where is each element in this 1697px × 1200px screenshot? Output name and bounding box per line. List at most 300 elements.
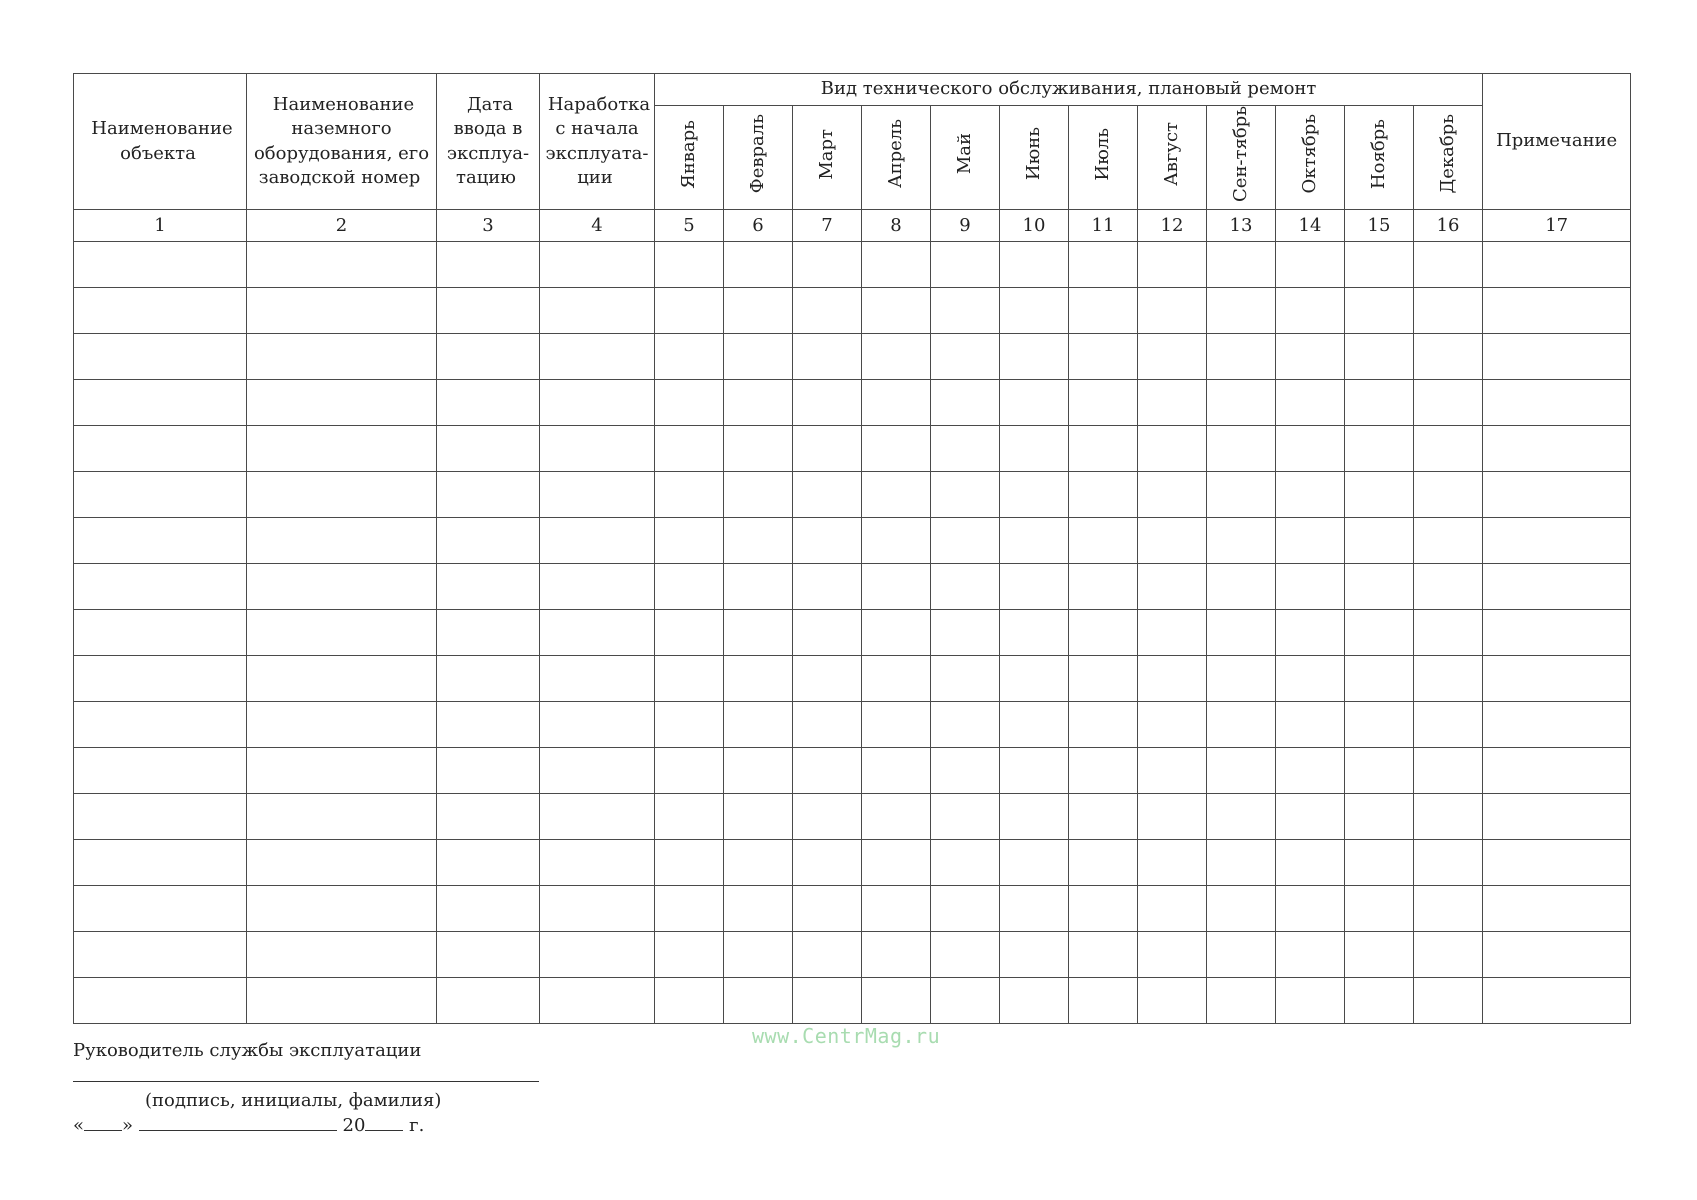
table-cell[interactable]: [247, 840, 437, 886]
table-cell[interactable]: [724, 886, 793, 932]
table-cell[interactable]: [1483, 748, 1631, 794]
table-cell[interactable]: [1069, 932, 1138, 978]
table-cell[interactable]: [1069, 426, 1138, 472]
table-cell[interactable]: [540, 472, 655, 518]
table-cell[interactable]: [793, 564, 862, 610]
table-cell[interactable]: [74, 748, 247, 794]
table-cell[interactable]: [1000, 794, 1069, 840]
table-cell[interactable]: [931, 748, 1000, 794]
table-cell[interactable]: [1483, 702, 1631, 748]
table-cell[interactable]: [1483, 886, 1631, 932]
table-cell[interactable]: [655, 334, 724, 380]
table-cell[interactable]: [862, 794, 931, 840]
table-cell[interactable]: [437, 518, 540, 564]
table-cell[interactable]: [540, 564, 655, 610]
table-cell[interactable]: [1345, 288, 1414, 334]
table-cell[interactable]: [1414, 288, 1483, 334]
table-cell[interactable]: [74, 472, 247, 518]
table-cell[interactable]: [931, 656, 1000, 702]
table-cell[interactable]: [931, 426, 1000, 472]
table-cell[interactable]: [1000, 748, 1069, 794]
table-cell[interactable]: [1276, 886, 1345, 932]
table-cell[interactable]: [437, 426, 540, 472]
table-cell[interactable]: [931, 978, 1000, 1024]
table-cell[interactable]: [1207, 380, 1276, 426]
table-cell[interactable]: [247, 334, 437, 380]
table-cell[interactable]: [1483, 472, 1631, 518]
table-cell[interactable]: [1207, 794, 1276, 840]
table-cell[interactable]: [1000, 518, 1069, 564]
table-cell[interactable]: [74, 932, 247, 978]
table-cell[interactable]: [1207, 656, 1276, 702]
table-cell[interactable]: [1000, 380, 1069, 426]
table-cell[interactable]: [793, 334, 862, 380]
table-cell[interactable]: [862, 426, 931, 472]
table-cell[interactable]: [862, 840, 931, 886]
table-cell[interactable]: [437, 840, 540, 886]
table-cell[interactable]: [862, 288, 931, 334]
table-cell[interactable]: [724, 794, 793, 840]
table-cell[interactable]: [1414, 656, 1483, 702]
table-cell[interactable]: [247, 978, 437, 1024]
table-cell[interactable]: [1414, 886, 1483, 932]
table-cell[interactable]: [793, 794, 862, 840]
table-cell[interactable]: [1207, 518, 1276, 564]
table-cell[interactable]: [655, 932, 724, 978]
month-header: [862, 106, 931, 210]
table-cell[interactable]: [1276, 978, 1345, 1024]
table-cell[interactable]: [1276, 564, 1345, 610]
table-cell[interactable]: [1000, 610, 1069, 656]
table-cell[interactable]: [1483, 426, 1631, 472]
table-cell[interactable]: [74, 610, 247, 656]
table-cell[interactable]: [1000, 472, 1069, 518]
table-cell[interactable]: [724, 610, 793, 656]
table-cell[interactable]: [862, 656, 931, 702]
table-cell[interactable]: [931, 472, 1000, 518]
table-cell[interactable]: [1414, 840, 1483, 886]
table-cell[interactable]: [1138, 380, 1207, 426]
table-cell[interactable]: [1345, 794, 1414, 840]
table-cell[interactable]: [247, 702, 437, 748]
table-cell[interactable]: [1207, 748, 1276, 794]
table-cell[interactable]: [1207, 426, 1276, 472]
table-cell[interactable]: [1207, 288, 1276, 334]
table-cell[interactable]: [540, 380, 655, 426]
table-cell[interactable]: [1138, 242, 1207, 288]
table-cell[interactable]: [1069, 380, 1138, 426]
table-cell[interactable]: [1000, 334, 1069, 380]
table-cell[interactable]: [1345, 610, 1414, 656]
table-cell[interactable]: [931, 840, 1000, 886]
table-cell[interactable]: [793, 610, 862, 656]
table-cell[interactable]: [540, 978, 655, 1024]
table-cell[interactable]: [1414, 702, 1483, 748]
table-cell[interactable]: [1483, 610, 1631, 656]
table-cell[interactable]: [74, 564, 247, 610]
table-cell[interactable]: [1414, 472, 1483, 518]
table-cell[interactable]: [1000, 288, 1069, 334]
table-cell[interactable]: [1276, 840, 1345, 886]
table-cell[interactable]: [724, 518, 793, 564]
table-cell[interactable]: [931, 564, 1000, 610]
table-cell[interactable]: [1276, 656, 1345, 702]
table-cell[interactable]: [540, 656, 655, 702]
table-cell[interactable]: [1345, 380, 1414, 426]
table-cell[interactable]: [1345, 564, 1414, 610]
table-cell[interactable]: [437, 380, 540, 426]
table-cell[interactable]: [724, 932, 793, 978]
table-cell[interactable]: [655, 564, 724, 610]
table-cell[interactable]: [1000, 564, 1069, 610]
table-cell[interactable]: [931, 702, 1000, 748]
table-cell[interactable]: [724, 564, 793, 610]
table-cell[interactable]: [1483, 518, 1631, 564]
table-cell[interactable]: [1345, 242, 1414, 288]
table-cell[interactable]: [437, 472, 540, 518]
table-cell[interactable]: [724, 426, 793, 472]
month-label: Январь: [677, 119, 699, 189]
table-cell[interactable]: [793, 932, 862, 978]
table-cell[interactable]: [655, 242, 724, 288]
table-cell[interactable]: [793, 426, 862, 472]
table-cell[interactable]: [1414, 794, 1483, 840]
table-cell[interactable]: [1483, 564, 1631, 610]
table-cell[interactable]: [1069, 978, 1138, 1024]
table-cell[interactable]: [724, 242, 793, 288]
table-cell[interactable]: [437, 610, 540, 656]
table-cell[interactable]: [247, 610, 437, 656]
table-cell[interactable]: [74, 380, 247, 426]
table-cell[interactable]: [1276, 288, 1345, 334]
table-cell[interactable]: [540, 702, 655, 748]
column-number: 3: [437, 210, 540, 242]
table-cell[interactable]: [1414, 334, 1483, 380]
table-cell[interactable]: [540, 932, 655, 978]
table-cell[interactable]: [437, 886, 540, 932]
table-cell[interactable]: [540, 886, 655, 932]
table-cell[interactable]: [540, 748, 655, 794]
table-cell[interactable]: [1069, 886, 1138, 932]
header-equipment-name: Наименование наземного оборудования, его заводской номер: [247, 74, 437, 210]
table-cell[interactable]: [862, 518, 931, 564]
table-cell[interactable]: [655, 748, 724, 794]
table-cell[interactable]: [1207, 886, 1276, 932]
table-cell[interactable]: [1276, 334, 1345, 380]
table-cell[interactable]: [247, 518, 437, 564]
table-cell[interactable]: [862, 702, 931, 748]
table-cell[interactable]: [1000, 840, 1069, 886]
table-cell[interactable]: [1345, 748, 1414, 794]
table-cell[interactable]: [247, 564, 437, 610]
table-cell[interactable]: [862, 334, 931, 380]
table-cell[interactable]: [1207, 840, 1276, 886]
table-cell[interactable]: [655, 978, 724, 1024]
table-cell[interactable]: [1000, 656, 1069, 702]
table-cell[interactable]: [1483, 242, 1631, 288]
table-cell[interactable]: [931, 334, 1000, 380]
table-cell[interactable]: [1276, 518, 1345, 564]
table-cell[interactable]: [1414, 564, 1483, 610]
table-cell[interactable]: [1276, 932, 1345, 978]
table-cell[interactable]: [793, 978, 862, 1024]
table-cell[interactable]: [1138, 886, 1207, 932]
table-cell[interactable]: [931, 794, 1000, 840]
table-cell[interactable]: [1483, 380, 1631, 426]
table-cell[interactable]: [1414, 932, 1483, 978]
table-cell[interactable]: [1276, 242, 1345, 288]
table-cell[interactable]: [1069, 242, 1138, 288]
table-cell[interactable]: [1345, 840, 1414, 886]
table-cell[interactable]: [1414, 610, 1483, 656]
table-cell[interactable]: [1069, 656, 1138, 702]
table-cell[interactable]: [437, 794, 540, 840]
table-cell[interactable]: [1069, 334, 1138, 380]
table-cell[interactable]: [1345, 334, 1414, 380]
table-cell[interactable]: [1207, 472, 1276, 518]
table-cell[interactable]: [1483, 978, 1631, 1024]
table-cell[interactable]: [1069, 472, 1138, 518]
table-cell[interactable]: [655, 886, 724, 932]
table-cell[interactable]: [1138, 334, 1207, 380]
table-cell[interactable]: [540, 518, 655, 564]
table-cell[interactable]: [437, 978, 540, 1024]
table-cell[interactable]: [247, 748, 437, 794]
column-number: 5: [655, 210, 724, 242]
table-cell[interactable]: [655, 702, 724, 748]
table-cell[interactable]: [540, 334, 655, 380]
table-cell[interactable]: [74, 288, 247, 334]
table-cell[interactable]: [862, 380, 931, 426]
table-cell[interactable]: [1345, 886, 1414, 932]
table-cell[interactable]: [1414, 242, 1483, 288]
table-cell[interactable]: [724, 840, 793, 886]
table-cell[interactable]: [1069, 702, 1138, 748]
table-cell[interactable]: [931, 886, 1000, 932]
table-cell[interactable]: [1138, 472, 1207, 518]
table-cell[interactable]: [1483, 794, 1631, 840]
table-cell[interactable]: [1414, 426, 1483, 472]
table-cell[interactable]: [1276, 380, 1345, 426]
table-cell[interactable]: [724, 702, 793, 748]
table-cell[interactable]: [437, 932, 540, 978]
table-cell[interactable]: [540, 794, 655, 840]
table-cell[interactable]: [247, 794, 437, 840]
table-cell[interactable]: [931, 288, 1000, 334]
table-cell[interactable]: [724, 748, 793, 794]
table-cell[interactable]: [1276, 472, 1345, 518]
table-cell[interactable]: [74, 794, 247, 840]
table-cell[interactable]: [1345, 426, 1414, 472]
table-cell[interactable]: [931, 610, 1000, 656]
table-cell[interactable]: [862, 610, 931, 656]
table-cell[interactable]: [931, 932, 1000, 978]
table-cell[interactable]: [74, 656, 247, 702]
table-cell[interactable]: [724, 472, 793, 518]
table-cell[interactable]: [1000, 426, 1069, 472]
table-cell[interactable]: [862, 242, 931, 288]
table-cell[interactable]: [862, 564, 931, 610]
table-cell[interactable]: [793, 656, 862, 702]
table-cell[interactable]: [1069, 518, 1138, 564]
table-cell[interactable]: [74, 242, 247, 288]
table-cell[interactable]: [655, 288, 724, 334]
table-cell[interactable]: [1138, 288, 1207, 334]
table-cell[interactable]: [540, 840, 655, 886]
table-cell[interactable]: [793, 840, 862, 886]
table-cell[interactable]: [247, 380, 437, 426]
table-cell[interactable]: [1138, 564, 1207, 610]
table-cell[interactable]: [1483, 334, 1631, 380]
table-cell[interactable]: [1069, 610, 1138, 656]
month-label: Июнь: [1022, 127, 1044, 181]
table-row: [74, 748, 1631, 794]
table-cell[interactable]: [1138, 794, 1207, 840]
table-cell[interactable]: [1345, 518, 1414, 564]
table-cell[interactable]: [862, 886, 931, 932]
table-cell[interactable]: [1276, 748, 1345, 794]
table-cell[interactable]: [1069, 564, 1138, 610]
table-cell[interactable]: [74, 334, 247, 380]
table-cell[interactable]: [74, 426, 247, 472]
table-cell[interactable]: [655, 380, 724, 426]
table-cell[interactable]: [437, 242, 540, 288]
table-cell[interactable]: [247, 242, 437, 288]
table-cell[interactable]: [540, 610, 655, 656]
table-cell[interactable]: [793, 288, 862, 334]
table-cell[interactable]: [247, 288, 437, 334]
table-cell[interactable]: [437, 656, 540, 702]
table-row: [74, 886, 1631, 932]
table-cell[interactable]: [437, 748, 540, 794]
table-cell[interactable]: [1000, 932, 1069, 978]
table-cell[interactable]: [1069, 288, 1138, 334]
table-cell[interactable]: [247, 472, 437, 518]
table-cell[interactable]: [1276, 794, 1345, 840]
table-cell[interactable]: [1207, 932, 1276, 978]
table-cell[interactable]: [1069, 748, 1138, 794]
table-cell[interactable]: [655, 610, 724, 656]
table-cell[interactable]: [793, 702, 862, 748]
table-cell[interactable]: [1207, 978, 1276, 1024]
table-cell[interactable]: [1414, 978, 1483, 1024]
table-cell[interactable]: [655, 518, 724, 564]
table-cell[interactable]: [1276, 426, 1345, 472]
table-cell[interactable]: [1138, 426, 1207, 472]
table-cell[interactable]: [862, 932, 931, 978]
table-cell[interactable]: [74, 702, 247, 748]
table-cell[interactable]: [437, 334, 540, 380]
table-cell[interactable]: [1207, 334, 1276, 380]
table-cell[interactable]: [1069, 794, 1138, 840]
table-cell[interactable]: [1138, 978, 1207, 1024]
table-cell[interactable]: [1483, 656, 1631, 702]
table-cell[interactable]: [1345, 932, 1414, 978]
table-cell[interactable]: [793, 518, 862, 564]
table-cell[interactable]: [247, 886, 437, 932]
table-cell[interactable]: [74, 886, 247, 932]
table-cell[interactable]: [724, 334, 793, 380]
table-cell[interactable]: [655, 794, 724, 840]
table-cell[interactable]: [724, 978, 793, 1024]
table-cell[interactable]: [862, 978, 931, 1024]
table-cell[interactable]: [724, 656, 793, 702]
table-cell[interactable]: [1207, 564, 1276, 610]
table-cell[interactable]: [1138, 656, 1207, 702]
table-cell[interactable]: [793, 242, 862, 288]
table-cell[interactable]: [437, 564, 540, 610]
day-blank: [84, 1114, 122, 1131]
table-cell[interactable]: [1000, 702, 1069, 748]
table-cell[interactable]: [247, 932, 437, 978]
table-cell[interactable]: [655, 426, 724, 472]
table-cell[interactable]: [793, 472, 862, 518]
table-cell[interactable]: [1000, 886, 1069, 932]
month-header: [793, 106, 862, 210]
table-cell[interactable]: [1345, 656, 1414, 702]
table-cell[interactable]: [931, 242, 1000, 288]
table-cell[interactable]: [437, 288, 540, 334]
table-cell[interactable]: [1000, 978, 1069, 1024]
table-cell[interactable]: [437, 702, 540, 748]
table-cell[interactable]: [247, 426, 437, 472]
table-cell[interactable]: [1138, 840, 1207, 886]
table-cell[interactable]: [793, 886, 862, 932]
table-cell[interactable]: [1138, 748, 1207, 794]
table-cell[interactable]: [1483, 288, 1631, 334]
table-cell[interactable]: [74, 840, 247, 886]
table-cell[interactable]: [655, 656, 724, 702]
table-cell[interactable]: [1000, 242, 1069, 288]
table-cell[interactable]: [1483, 840, 1631, 886]
table-cell[interactable]: [1276, 702, 1345, 748]
table-cell[interactable]: [1414, 380, 1483, 426]
table-cell[interactable]: [724, 288, 793, 334]
table-cell[interactable]: [1276, 610, 1345, 656]
table-cell[interactable]: [931, 518, 1000, 564]
table-cell[interactable]: [1414, 518, 1483, 564]
table-cell[interactable]: [655, 840, 724, 886]
table-cell[interactable]: [1069, 840, 1138, 886]
table-cell[interactable]: [540, 288, 655, 334]
table-cell[interactable]: [931, 380, 1000, 426]
table-cell[interactable]: [1483, 932, 1631, 978]
table-cell[interactable]: [1138, 932, 1207, 978]
table-cell[interactable]: [793, 748, 862, 794]
table-cell[interactable]: [247, 656, 437, 702]
table-cell[interactable]: [74, 978, 247, 1024]
table-cell[interactable]: [724, 380, 793, 426]
table-cell[interactable]: [540, 242, 655, 288]
table-row: [74, 932, 1631, 978]
table-cell[interactable]: [1138, 518, 1207, 564]
table-cell[interactable]: [74, 518, 247, 564]
table-cell[interactable]: [1345, 472, 1414, 518]
table-cell[interactable]: [862, 748, 931, 794]
table-cell[interactable]: [793, 380, 862, 426]
table-cell[interactable]: [1207, 242, 1276, 288]
table-cell[interactable]: [655, 472, 724, 518]
table-cell[interactable]: [1138, 610, 1207, 656]
table-cell[interactable]: [1207, 610, 1276, 656]
table-cell[interactable]: [1345, 702, 1414, 748]
table-cell[interactable]: [862, 472, 931, 518]
table-cell[interactable]: [1207, 702, 1276, 748]
table-cell[interactable]: [540, 426, 655, 472]
table-cell[interactable]: [1138, 702, 1207, 748]
table-cell[interactable]: [1345, 978, 1414, 1024]
table-cell[interactable]: [1414, 748, 1483, 794]
